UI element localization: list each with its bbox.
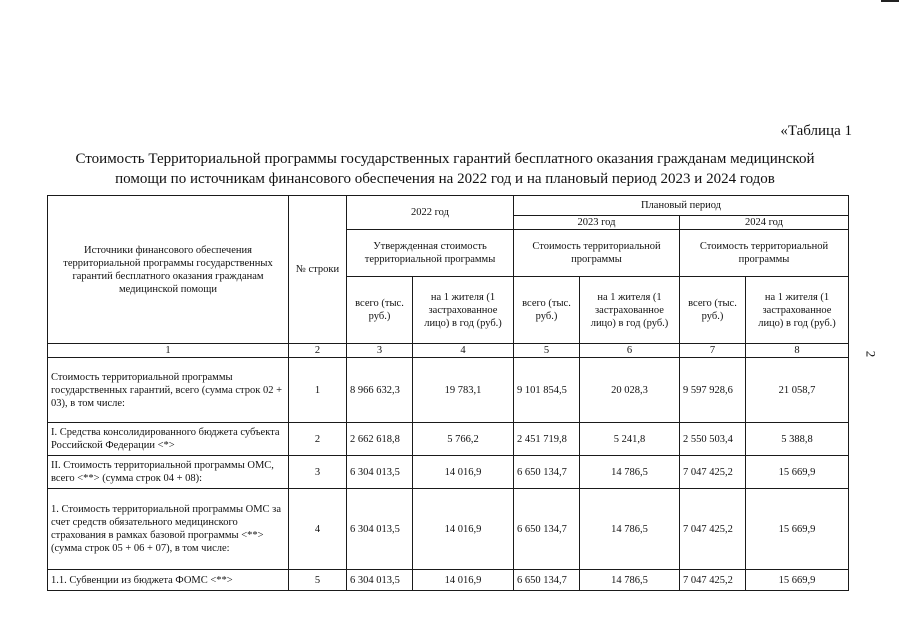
row-total-2022: 2 662 618,8	[347, 423, 413, 456]
header-source: Источники финансового обеспечения территориальной программы государственных гарантий бесплатного оказания гражданам медицинской помощи	[48, 196, 289, 344]
row-per-capita-2023: 20 028,3	[580, 358, 680, 423]
column-number: 6	[580, 344, 680, 358]
header-per-capita-2022: на 1 жителя (1 застрахованное лицо) в год (руб.)	[413, 277, 514, 344]
row-per-capita-2023: 14 786,5	[580, 489, 680, 570]
row-total-2024: 7 047 425,2	[680, 456, 746, 489]
header-year-2022: 2022 год	[347, 196, 514, 230]
row-total-2022: 6 304 013,5	[347, 570, 413, 591]
table-row	[48, 423, 849, 456]
row-per-capita-2022: 14 016,9	[413, 570, 514, 591]
row-total-2024: 7 047 425,2	[680, 570, 746, 591]
row-number: 3	[289, 456, 347, 489]
row-per-capita-2024: 15 669,9	[746, 570, 849, 591]
header-row-1	[48, 196, 849, 216]
row-per-capita-2024: 15 669,9	[746, 489, 849, 570]
row-total-2023: 6 650 134,7	[514, 456, 580, 489]
header-year-2023: 2023 год	[514, 216, 680, 230]
row-total-2023: 6 650 134,7	[514, 489, 580, 570]
row-total-2022: 6 304 013,5	[347, 489, 413, 570]
row-per-capita-2023: 5 241,8	[580, 423, 680, 456]
row-per-capita-2024: 15 669,9	[746, 456, 849, 489]
row-total-2022: 6 304 013,5	[347, 456, 413, 489]
row-number: 2	[289, 423, 347, 456]
row-per-capita-2023: 14 786,5	[580, 456, 680, 489]
title-line-2: помощи по источникам финансового обеспечения на 2022 год и на плановый период 2023 и 2024 годов	[115, 171, 775, 187]
row-total-2024: 9 597 928,6	[680, 358, 746, 423]
column-number: 1	[48, 344, 289, 358]
header-cost-2024: Стоимость территориальной программы	[680, 230, 849, 277]
row-total-2023: 2 451 719,8	[514, 423, 580, 456]
row-per-capita-2023: 14 786,5	[580, 570, 680, 591]
table-row	[48, 456, 849, 489]
row-total-2023: 9 101 854,5	[514, 358, 580, 423]
row-total-2022: 8 966 632,3	[347, 358, 413, 423]
title-line-1: Стоимость Территориальной программы государственных гарантий бесплатного оказания гражданам медицинской	[75, 151, 815, 167]
table-row	[48, 570, 849, 591]
row-total-2024: 7 047 425,2	[680, 489, 746, 570]
row-number: 1	[289, 358, 347, 423]
header-approved-cost: Утвержденная стоимость территориальной программы	[347, 230, 514, 277]
row-source: 1.1. Субвенции из бюджета ФОМС <**>	[48, 570, 289, 591]
page-number: 2	[862, 350, 878, 358]
column-number: 7	[680, 344, 746, 358]
header-per-capita-2024: на 1 жителя (1 застрахованное лицо) в год (руб.)	[746, 277, 849, 344]
page-title	[40, 149, 850, 189]
column-number: 5	[514, 344, 580, 358]
row-per-capita-2024: 5 388,8	[746, 423, 849, 456]
scan-corner-mark	[881, 0, 899, 2]
header-per-capita-2023: на 1 жителя (1 застрахованное лицо) в год (руб.)	[580, 277, 680, 344]
row-number: 5	[289, 570, 347, 591]
header-year-2024: 2024 год	[680, 216, 849, 230]
row-total-2024: 2 550 503,4	[680, 423, 746, 456]
header-planned-period: Плановый период	[514, 196, 849, 216]
row-per-capita-2024: 21 058,7	[746, 358, 849, 423]
row-source: Стоимость территориальной программы государственных гарантий, всего (сумма строк 02 + 03), в том числе:	[48, 358, 289, 423]
table-row	[48, 489, 849, 570]
row-number: 4	[289, 489, 347, 570]
row-source: II. Стоимость территориальной программы ОМС, всего <**> (сумма строк 04 + 08):	[48, 456, 289, 489]
row-source: 1. Стоимость территориальной программы ОМС за счет средств обязательного медицинского страхования в рамках базовой программы <**> (сумма строк 05 + 06 + 07), в том числе:	[48, 489, 289, 570]
row-per-capita-2022: 14 016,9	[413, 456, 514, 489]
row-per-capita-2022: 19 783,1	[413, 358, 514, 423]
table-row	[48, 358, 849, 423]
row-per-capita-2022: 14 016,9	[413, 489, 514, 570]
column-number-row	[48, 344, 849, 358]
column-number: 8	[746, 344, 849, 358]
row-total-2023: 6 650 134,7	[514, 570, 580, 591]
row-per-capita-2022: 5 766,2	[413, 423, 514, 456]
column-number: 3	[347, 344, 413, 358]
column-number: 4	[413, 344, 514, 358]
financing-table	[47, 195, 849, 591]
table-reference-label: «Таблица 1	[780, 123, 852, 139]
header-row-number: № строки	[289, 196, 347, 344]
header-total-2024: всего (тыс. руб.)	[680, 277, 746, 344]
header-total-2023: всего (тыс. руб.)	[514, 277, 580, 344]
header-total-2022: всего (тыс. руб.)	[347, 277, 413, 344]
header-cost-2023: Стоимость территориальной программы	[514, 230, 680, 277]
column-number: 2	[289, 344, 347, 358]
row-source: I. Средства консолидированного бюджета субъекта Российской Федерации <*>	[48, 423, 289, 456]
